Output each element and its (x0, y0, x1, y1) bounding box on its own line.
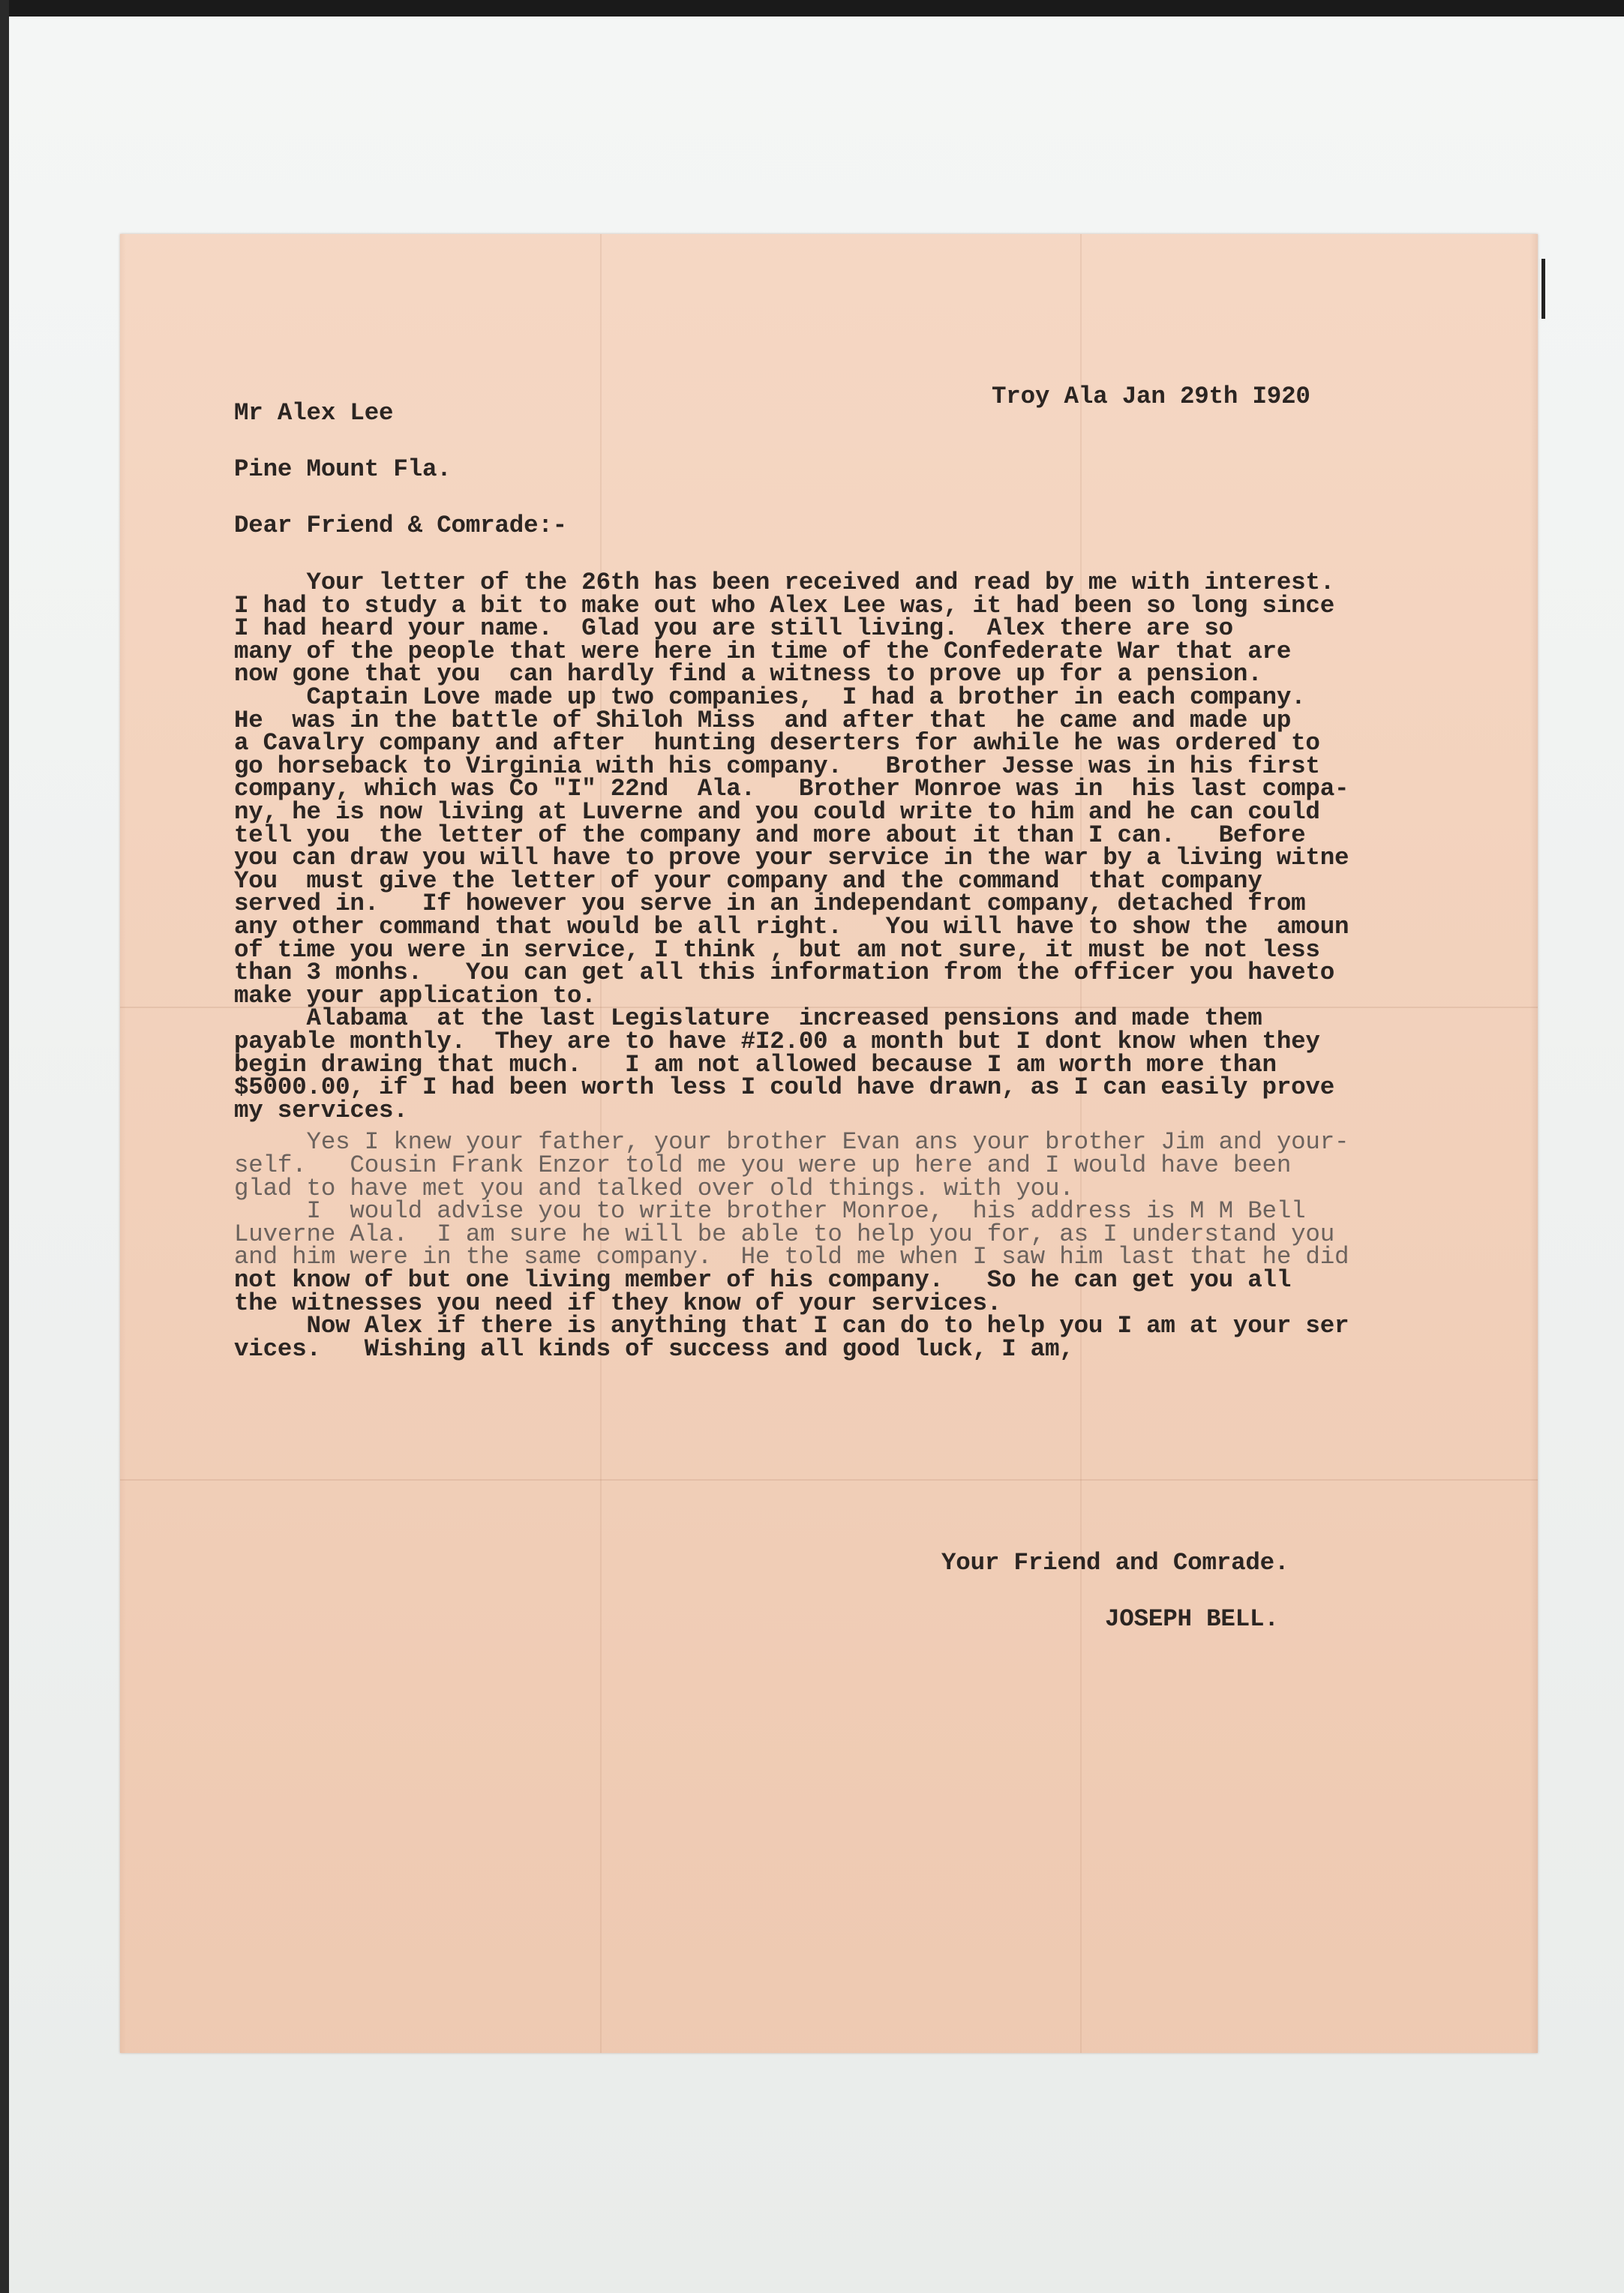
body-line: any other command that would be all right. You will have to show the amoun (234, 913, 1349, 941)
body-line: self. Cousin Frank Enzor told me you were up here and I would have been (234, 1151, 1292, 1179)
body-line: not know of but one living member of his company. So he can get you all (234, 1266, 1292, 1294)
body-line: vices. Wishing all kinds of success and good luck, I am, (234, 1334, 1074, 1363)
body-line: I would advise you to write brother Monroe, his address is M M Bell (234, 1197, 1306, 1226)
addressee: Mr Alex Lee (234, 399, 394, 427)
body-line: $5000.00, if I had been worth less I could have drawn, as I can easily prove (234, 1073, 1335, 1102)
scan-top-edge (0, 0, 1624, 17)
body-line: Yes I knew your father, your brother Evan ans your brother Jim and your- (234, 1128, 1349, 1157)
fold-crease (120, 1479, 1538, 1481)
body-line: Luverne Ala. I am sure he will be able to help you for, as I understand you (234, 1220, 1335, 1248)
body-line: Now Alex if there is anything that I can do to help you I am at your ser (234, 1312, 1349, 1340)
body-line: make your application to. (234, 981, 596, 1010)
body-line: tell you the letter of the company and more about it than I can. Before (234, 821, 1306, 849)
body-line: and him were in the same company. He told me when I saw him last that he did (234, 1243, 1349, 1271)
body-line: Your letter of the 26th has been received and read by me with interest. (234, 569, 1335, 596)
body-line: go horseback to Virginia with his company. Brother Jesse was in his first (234, 752, 1320, 780)
body-line: He was in the battle of Shiloh Miss and after that he came and made up (234, 706, 1292, 734)
scan-artifact (1541, 259, 1545, 319)
body-line: You must give the letter of your company and the command that company (234, 866, 1262, 895)
body-line: company, which was Co "I" 22nd Ala. Brother Monroe was in his last compa- (234, 775, 1349, 803)
body-line: glad to have met you and talked over old things. with you. (234, 1174, 1074, 1202)
body-line: of time you were in service, I think , but am not sure, it must be not less (234, 935, 1320, 964)
scan-left-edge (0, 0, 9, 2293)
salutation: Dear Friend & Comrade:- (234, 512, 567, 539)
body-line: payable monthly. They are to have #I2.00 a month but I dont know when they (234, 1028, 1320, 1055)
body-line: than 3 monhs. You can get all this information from the officer you haveto (234, 959, 1335, 987)
body-line: a Cavalry company and after hunting deserters for awhile he was ordered to (234, 729, 1320, 758)
dateline: Troy Ala Jan 29th I920 (992, 383, 1310, 410)
body-line: ny, he is now living at Luverne and you could write to him and he can could (234, 798, 1320, 826)
body-line: you can draw you will have to prove your service in the war by a living witne (234, 844, 1349, 872)
body-line: many of the people that were here in time of the Confederate War that are (234, 637, 1292, 665)
body-line: served in. If however you serve in an independant company, detached from (234, 890, 1306, 918)
body-line: now gone that you can hardly find a witness to prove up for a pension. (234, 660, 1262, 689)
signature: JOSEPH BELL. (1105, 1605, 1279, 1633)
address: Pine Mount Fla. (234, 455, 452, 483)
body-line: begin drawing that much. I am not allowed because I am worth more than (234, 1050, 1277, 1079)
body-line: Captain Love made up two companies, I had a brother in each company. (234, 683, 1306, 711)
letter-page (120, 234, 1538, 2053)
body-line: Alabama at the last Legislature increased pensions and made them (234, 1004, 1262, 1033)
closing: Your Friend and Comrade. (941, 1549, 1289, 1577)
body-line: I had to study a bit to make out who Alex Lee was, it had been so long since (234, 591, 1335, 620)
body-line: the witnesses you need if they know of your services. (234, 1289, 1002, 1317)
body-line: my services. (234, 1096, 408, 1124)
body-line: I had heard your name. Glad you are still living. Alex there are so (234, 614, 1233, 643)
